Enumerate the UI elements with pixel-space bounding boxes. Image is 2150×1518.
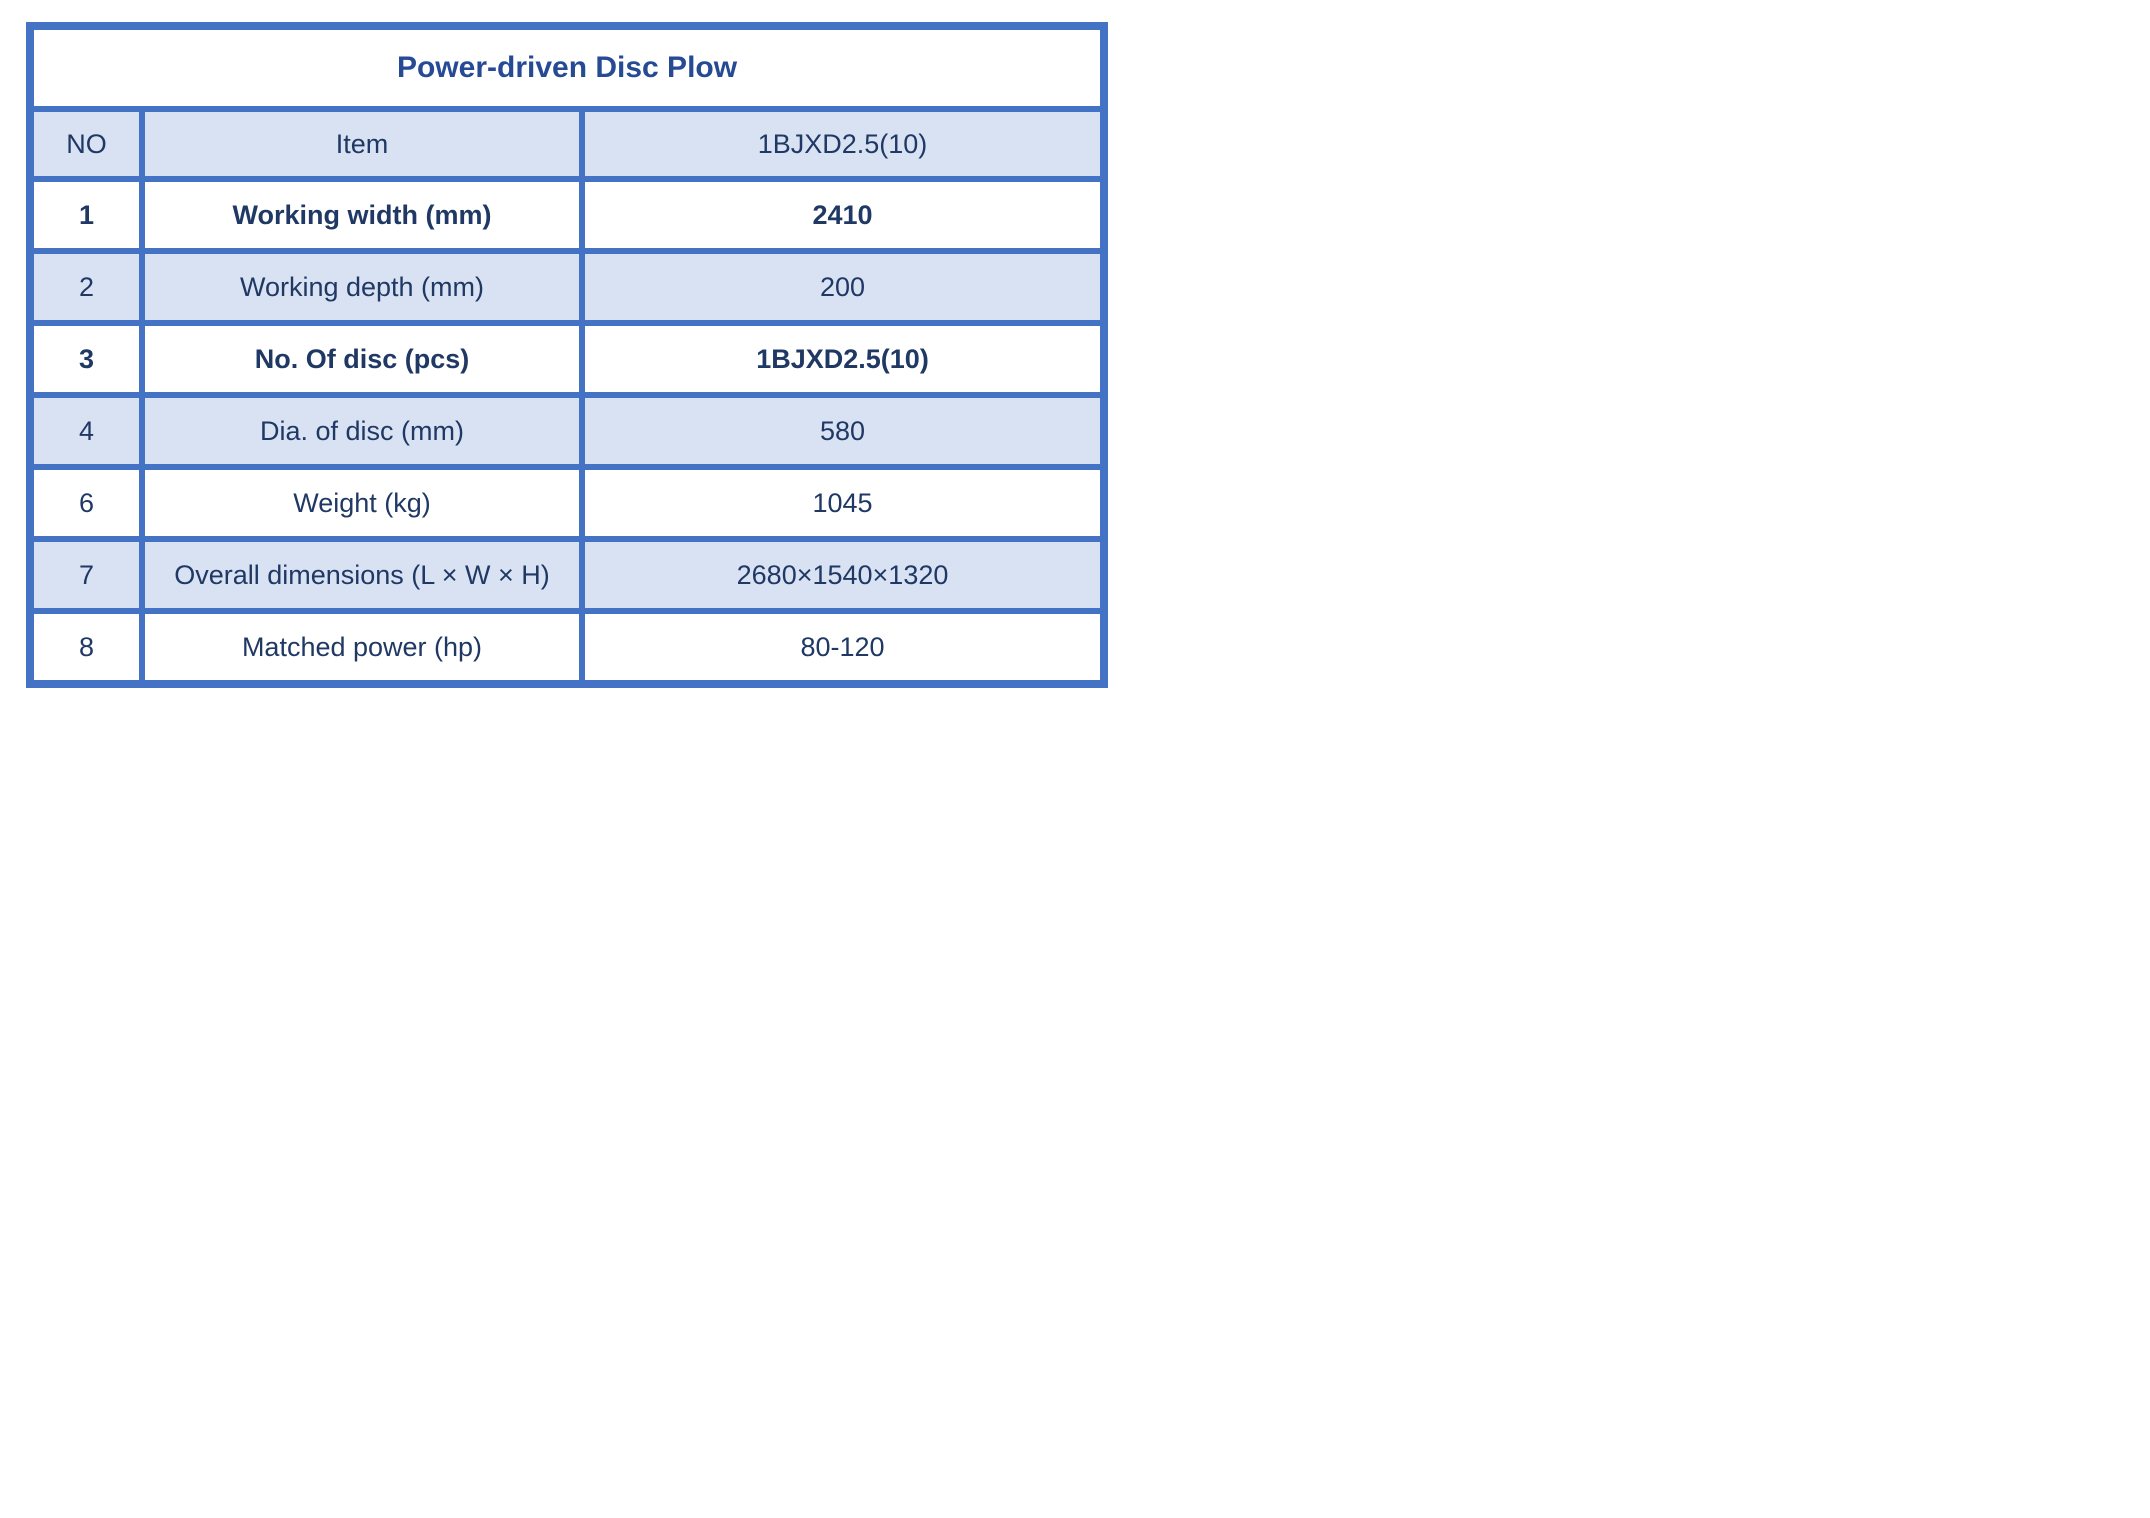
row-item-cell: No. Of disc (pcs) — [142, 323, 582, 395]
row-item-cell: Working width (mm) — [142, 179, 582, 251]
column-header-item: Item — [142, 109, 582, 179]
row-value-cell: 1045 — [582, 467, 1104, 539]
row-value-cell: 2680×1540×1320 — [582, 539, 1104, 611]
column-header-model: 1BJXD2.5(10) — [582, 109, 1104, 179]
row-number-cell: 2 — [30, 251, 142, 323]
row-value-cell: 80-120 — [582, 611, 1104, 684]
row-number-cell: 1 — [30, 179, 142, 251]
row-value-cell: 580 — [582, 395, 1104, 467]
table-row — [30, 539, 1104, 611]
table-row — [30, 251, 1104, 323]
row-item-cell: Overall dimensions (L × W × H) — [142, 539, 582, 611]
column-header-no: NO — [30, 109, 142, 179]
spec-table-head — [30, 26, 1104, 179]
row-item-cell: Dia. of disc (mm) — [142, 395, 582, 467]
row-number-cell: 3 — [30, 323, 142, 395]
row-value-cell: 2410 — [582, 179, 1104, 251]
row-item-cell: Working depth (mm) — [142, 251, 582, 323]
row-number-cell: 8 — [30, 611, 142, 684]
row-value-cell: 1BJXD2.5(10) — [582, 323, 1104, 395]
table-title-row — [30, 26, 1104, 109]
row-number-cell: 4 — [30, 395, 142, 467]
row-number-cell: 7 — [30, 539, 142, 611]
table-title: Power-driven Disc Plow — [30, 26, 1104, 109]
row-number-cell: 6 — [30, 467, 142, 539]
table-row — [30, 611, 1104, 684]
spec-table — [26, 22, 1108, 688]
table-header-row — [30, 109, 1104, 179]
table-row — [30, 323, 1104, 395]
table-row — [30, 179, 1104, 251]
spec-table-body — [30, 179, 1104, 684]
row-value-cell: 200 — [582, 251, 1104, 323]
row-item-cell: Weight (kg) — [142, 467, 582, 539]
table-row — [30, 395, 1104, 467]
row-item-cell: Matched power (hp) — [142, 611, 582, 684]
table-row — [30, 467, 1104, 539]
